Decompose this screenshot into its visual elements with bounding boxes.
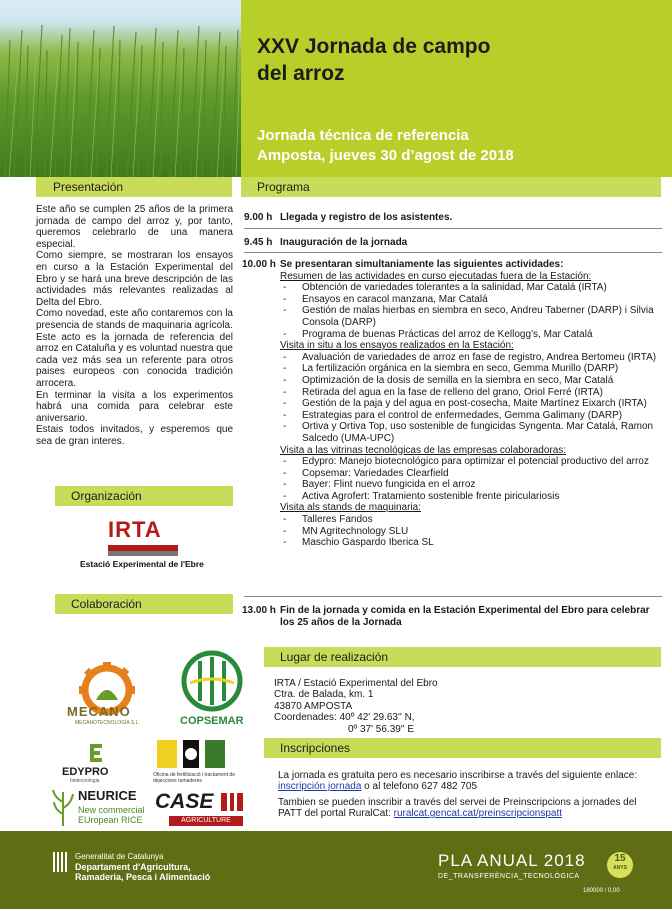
list-item: - Maschio Gaspardo Iberica SL	[280, 537, 660, 549]
list-item: - Obtención de variedades tolerantes a la salinidad, Mar Catalá (IRTA)	[280, 282, 660, 294]
divider	[244, 252, 662, 253]
irta-logo: IRTA Estació Experimental de l'Ebre	[80, 517, 204, 569]
list-item: - Ortiva y Ortiva Top, uso sostenible de fungicidas Syngenta. Mar Catalá, Ramon Salcedo (UMA-UPC)	[280, 421, 660, 444]
section-lugar: Lugar de realización	[264, 647, 661, 667]
list-item: - Talleres Fandos	[280, 514, 660, 526]
inscripciones-text	[278, 770, 653, 820]
mecano-logo: MECANO MECANOTECNOLOGÍA S.L.	[63, 660, 151, 734]
section-presentacion: Presentación	[36, 177, 232, 197]
list-item: - Gestión de la paja y del agua en post-cosecha, Maite Martínez Eixarch (IRTA)	[280, 398, 660, 410]
list-item: - MN Agritechnology SLU	[280, 526, 660, 538]
list-item: - Programa de buenas Prácticas del arroz de Kellogg’s, Mar Catalá	[280, 329, 660, 341]
case-agriculture-logo: CASE AGRICULTURE	[155, 790, 245, 828]
footer-code: 180000 / 0,00	[583, 888, 620, 894]
list-item: - Gestión de malas hierbas en siembra en seco, Andreu Taberner (DARP) i Silvia Consola (DARP)	[280, 305, 660, 328]
programa-activities: Se presentaran simultaniamente las siguientes actividades: Resumen de las actividades en curso ejecutadas fuera de la Estación: - Obtención de variedades tolerantes a la salinidad, Mar Catalá (IRTA) - Ensayos en caracol manzana, Mar Catalá - Gestión de malas hierbas en siembra en seco, Andreu Taberner (DARP) i Silvia Consola (DARP) - Programa de buenas Prácticas del arroz de Kellogg’s, Mar Catalá Visita in situ a los ensayos realizados en la Estación: - Avaluación de variedades de arroz en fase de registro, Andrea Bertomeu (IRTA) - La fertilización orgánica en la siembra en seco, Gemma Murillo (DARP) - Optimización de la dosis de semilla en la siembra en seco, Mar Catalá - Retirada del agua en la fase de relleno del grano, Oriol Ferré (IRTA) - Gestión de la paja y del agua en post-cosecha, Maite Martínez Eixarch (IRTA) - Estrategias para el control de enfermedades, Gemma Galimany (DARP) - Ortiva y Ortiva Top, uso sostenible de fungicidas Syngenta. Mar Catalá, Ramon Salcedo (UMA-UPC) Visita a las vitrinas tecnológicas de las empresas colaboradoras: - Edypro: Manejo biotecnológico para optimizar el potencial productivo del arroz - Copsemar: Variedades Clearfield - Bayer: Flint nuevo fungicida en el arroz - Activa Agrofert: Tratamiento sostenible frente piriculariosis Visita als stands de maquinaria: - Talleres Fandos - MN Agritechnology SLU - Maschio Gaspardo Iberica SL	[280, 259, 660, 549]
list-item: - Bayer: Flint nuevo fungicida en el arroz	[280, 479, 660, 491]
lugar-address: IRTA / Estació Experimental del Ebro Ctra. de Balada, km. 1 43870 AMPOSTA Coordenades: 40º 42' 29.63'' N, 0º 37' 56.39'' E	[274, 678, 438, 735]
section-colaboracion: Colaboración	[55, 594, 233, 614]
divider	[244, 228, 662, 229]
page-subtitle: Jornada técnica de referencia Amposta, jueves 30 d’agost de 2018	[257, 127, 514, 164]
anniversary-badge: 15 ANYS	[607, 852, 633, 878]
list-item: - La fertilización orgánica en la siembra en seco, Gemma Murillo (DARP)	[280, 363, 660, 375]
inscripciones-p1: La jornada es gratuita pero es necesario inscribirse a través del siguiente enlace: inscripción jornada o al telefono 627 482 705	[278, 770, 638, 793]
presentacion-text: Este año se cumplen 25 años de la primera jornada de campo del arroz y, por tanto, queremos celebrarlo de una manera especial. Como siempre, se mostraran los ensayos en curso a la Estación Experimental del Ebro y se hará una breve descripción de las actividades más relevantes realizadas al Delta del Ebro. Como novedad, este año contaremos con la presencia de stands de maquinaria agrícola. Este acto es la jornada de referencia del arroz en Cataluña y es voluntad nuestra que cada vez más sea un referente para otros paises europeos con conocida tradición arrocera. En terminar la visita a los experimentos habrá una comida para celebrar este aniversario. Estais todos invitados, y esperemos que sea de gran interes.	[36, 204, 233, 447]
list-item: - Edypro: Manejo biotecnológico para optimizar el potencial productivo del arroz	[280, 456, 660, 468]
ruralcat-link[interactable]: ruralcat.gencat.cat/preinscripcionspatt	[393, 808, 563, 820]
list-item: - Activa Agrofert: Tratamiento sostenible frente piriculariosis	[280, 491, 660, 503]
rice-field-photo	[0, 0, 241, 177]
list-item: - Copsemar: Variedades Clearfield	[280, 468, 660, 480]
page-title: XXV Jornada de campo del arroz	[257, 35, 491, 85]
section-programa: Programa	[241, 177, 661, 197]
inscripciones-p2: Tambien se pueden inscribir a través del servei de Preinscripcions a jornades del PATT del portal RuralCat: ruralcat.gencat.cat/preinscripcionspatt	[278, 796, 637, 820]
inscripcion-jornada-link[interactable]: inscripción jornada	[278, 781, 362, 793]
list-item: - Optimización de la dosis de semilla en la siembra en seco, Mar Catalá	[280, 375, 660, 387]
pla-anual-logo: PLA ANUAL 2018 DE_TRANSFERÈNCIA_TECNOLÒGICA	[438, 851, 586, 880]
neurice-logo: NEURICE New commercial EUropean RICE	[51, 788, 151, 828]
list-item: - Ensayos en caracol manzana, Mar Catalá	[280, 294, 660, 306]
list-item: - Avaluación de variedades de arroz en fase de registro, Andrea Bertomeu (IRTA)	[280, 352, 660, 364]
divider	[244, 596, 662, 597]
header	[0, 0, 672, 177]
list-item: - Estrategias para el control de enfermedades, Gemma Galimany (DARP)	[280, 410, 660, 422]
section-organizacion: Organización	[55, 486, 233, 506]
edypro-logo: EDYPRO biotecnologia	[62, 742, 132, 784]
oficina-fertilitzacio-logo: Oficina de fertilització i tractament de dejeccions ramaderes	[153, 738, 245, 784]
copsemar-logo: COPSEMAR	[176, 649, 248, 733]
section-inscripciones: Inscripciones	[264, 738, 661, 758]
list-item: - Retirada del agua en la fase de relleno del grano, Oriol Ferré (IRTA)	[280, 387, 660, 399]
